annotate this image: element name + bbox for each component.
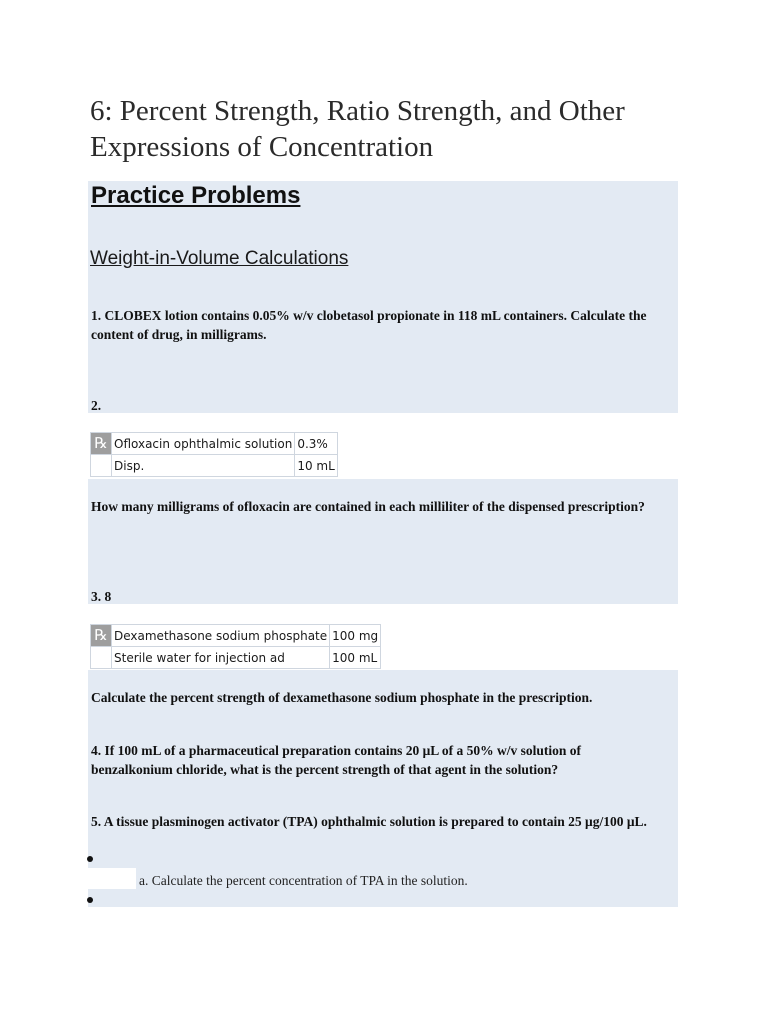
problem-3-label: 3. 8 [91,589,112,604]
table-row [91,433,338,455]
table-row [91,647,381,669]
problem-5a: a. Calculate the percent concentration of TPA in the solution. [139,873,468,888]
blank-box [88,868,136,889]
rx-empty-cell [91,647,112,669]
rx-cell [91,433,112,455]
prescription-table-1 [90,432,338,477]
rx-empty-cell [91,455,112,477]
table-row [91,625,381,647]
problem-3-question: Calculate the percent strength of dexamethasone sodium phosphate in the prescription. [91,690,593,705]
rx-amount: 100 mL [330,647,381,669]
rx-cell [91,625,112,647]
rx-amount: 10 mL [295,455,337,477]
problem-4: 4. If 100 mL of a pharmaceutical preparation contains 20 μL of a 50% w/v solution of benzalkonium chloride, what is the percent strength of that agent in the solution? [91,743,582,777]
shaded-block-1 [88,181,678,413]
bullet-icon [87,856,93,862]
rx-amount: 100 mg [330,625,381,647]
prescription-table-2 [90,624,381,669]
problem-2-question: How many milligrams of ofloxacin are contained in each milliliter of the dispensed prescription? [91,499,645,514]
problem-1: 1. CLOBEX lotion contains 0.05% w/v clobetasol propionate in 118 mL containers. Calculate the content of drug, in milligrams. [91,308,647,342]
section-heading: Practice Problems [91,182,301,209]
rx-item: Sterile water for injection ad [112,647,330,669]
rx-amount: 0.3% [295,433,337,455]
rx-item: Disp. [112,455,295,477]
rx-icon: ℞ [91,625,111,646]
rx-icon: ℞ [91,433,111,454]
rx-item: Ofloxacin ophthalmic solution [112,433,295,455]
table-row [91,455,338,477]
bullet-icon [87,897,93,903]
subsection-heading: Weight-in-Volume Calculations [90,248,349,269]
page-title: 6: Percent Strength, Ratio Strength, and Other Expressions of Concentration [90,95,625,163]
rx-item: Dexamethasone sodium phosphate [112,625,330,647]
problem-2-label: 2. [91,398,102,413]
problem-5: 5. A tissue plasminogen activator (TPA) ophthalmic solution is prepared to contain 25 μg/100 μL. [91,814,647,829]
